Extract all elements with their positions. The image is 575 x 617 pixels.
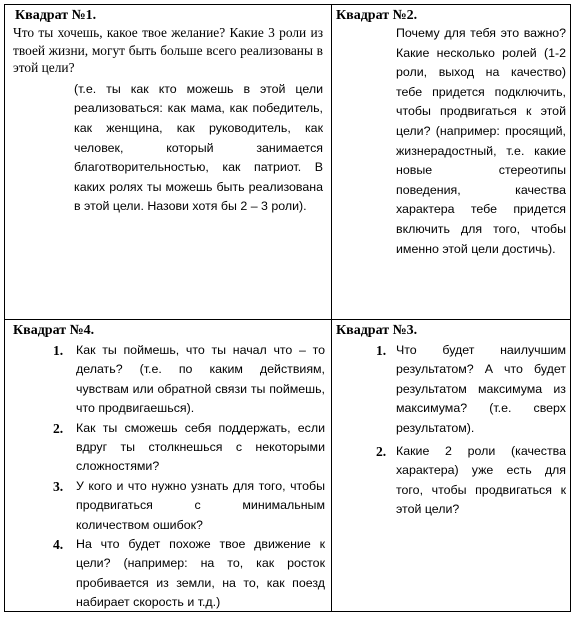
list-item-text: На что будет похоже твое движение к цели? (например: на то, как росток пробивается из земли, на то, как поезд набирает скорость и т.д.) xyxy=(76,537,325,610)
quadrant-1-title: Квадрат №1. xyxy=(15,8,97,23)
quadrant-3-cell xyxy=(336,322,566,520)
list-item xyxy=(13,477,325,535)
list-item-text: Как ты сможешь себя поддержать, если вдруг ты столкнешься с некоторыми сложностями? xyxy=(76,420,325,474)
list-item-text: У кого и что нужно узнать для того, чтобы продвигаться с минимальным количеством ошибок? xyxy=(76,478,325,532)
quadrant-table xyxy=(4,4,571,612)
list-item-number: 4. xyxy=(53,537,64,553)
quadrant-3-list xyxy=(336,341,566,520)
list-item xyxy=(13,341,325,419)
quadrant-3-title: Квадрат №3. xyxy=(336,323,418,338)
quadrant-2-text: Почему для тебя это важно? Какие несколько ролей (1-2 роли, выход на качество) тебе придется подключить, чтобы продвигаться к этой цели? (например: просящий, жизнерадостный, т.е. какие новые стереотипы поведения, качества характера тебе придется включить для того, чтобы именно этой цели достичь). xyxy=(396,26,566,256)
quadrant-4-list xyxy=(13,341,325,613)
quadrant-2-title: Квадрат №2. xyxy=(336,8,418,23)
quadrant-4-cell xyxy=(13,322,325,613)
quadrant-1-question: Что ты хочешь, какое твое желание? Какие 3 роли из твоей жизни, могут быть больше всего реализованы в этой цели? xyxy=(13,25,323,76)
list-item-number: 2. xyxy=(376,444,387,460)
list-item-number: 3. xyxy=(53,478,64,494)
horizontal-divider xyxy=(5,319,570,320)
list-item-text: Какие 2 роли (качества характера) уже есть для того, чтобы продвигаться к этой цели? xyxy=(396,444,566,517)
list-item-text: Что будет наилучшим результатом? А что будет результатом максимума из максимума? (т.е. сверх результатом). xyxy=(396,343,566,435)
quadrant-1-cell xyxy=(13,7,323,217)
list-item-number: 2. xyxy=(53,420,64,436)
quadrant-1-hint: (т.е. ты как кто можешь в этой цели реализоваться: как мама, как победитель, как женщина, как руководитель, как человек, который занимается благотворительностью, как патриот. В каких ролях ты можешь быть реализована в этой цели. Назови хотя бы 2 – 3 роли). xyxy=(74,81,323,214)
list-item xyxy=(13,419,325,477)
list-item-number: 1. xyxy=(376,343,387,358)
list-item xyxy=(336,442,566,520)
quadrant-2-cell xyxy=(336,7,566,259)
list-item xyxy=(13,535,325,613)
list-item-number: 1. xyxy=(53,343,64,358)
list-item-text: Как ты поймешь, что ты начал что – то делать? (т.е. по каким действиям, чувствам или обратной связи ты поймешь, что продвигаешься). xyxy=(76,343,325,416)
list-item xyxy=(336,341,566,438)
vertical-divider xyxy=(331,5,332,611)
quadrant-4-title: Квадрат №4. xyxy=(13,323,95,338)
